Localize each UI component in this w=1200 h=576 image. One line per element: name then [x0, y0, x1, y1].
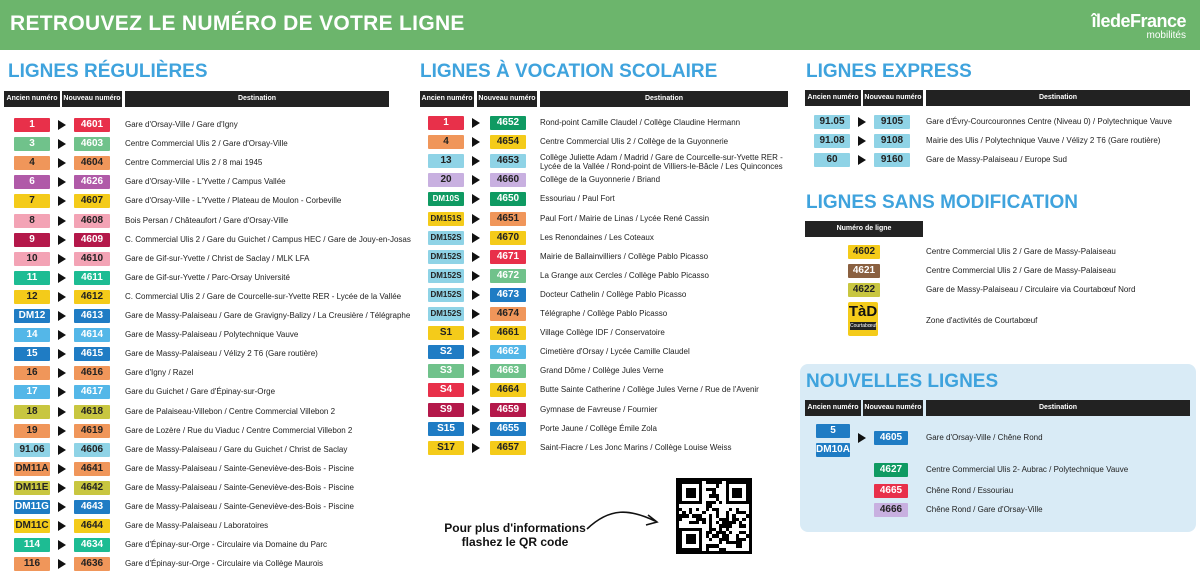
line-badge: 4621 — [848, 264, 880, 278]
line-destination: Centre Commercial Ulis 2 / Collège de la Guyonnerie — [540, 137, 729, 147]
line-destination: Centre Commercial Ulis 2 / Gare d'Orsay-Ville — [125, 139, 288, 149]
old-line-badge: 60 — [814, 153, 850, 167]
line-destination: Gare de Gif-sur-Yvette / Christ de Saclay / MLK LFA — [125, 253, 310, 263]
old-line-badge: DM11C — [15, 520, 49, 532]
old-line-badge: DM11A — [15, 462, 49, 474]
table-row — [0, 364, 800, 383]
table-row — [0, 212, 800, 231]
new-line-badge: 4612 — [74, 290, 110, 304]
new-line-badge: 4651 — [490, 212, 526, 226]
old-line-badge: 1 — [428, 116, 464, 130]
line-destination: Chêne Rond / Gare d'Orsay-Ville — [926, 505, 1043, 514]
line-destination: Bois Persan / Châteaufort / Gare d'Orsay-Ville — [125, 215, 289, 225]
new-line-badge: 4662 — [490, 345, 526, 359]
table-row — [0, 538, 400, 557]
old-line-badge: DM152S — [428, 288, 464, 302]
old-line-badge: 3 — [14, 137, 50, 151]
line-destination: Gare du Guichet / Gare d'Épinay-sur-Orge — [125, 387, 276, 397]
table-row — [0, 153, 1200, 172]
new-line-badge: 4605 — [874, 431, 908, 445]
new-line-badge: 4655 — [490, 422, 526, 436]
line-destination: Gare de Palaiseau-Villebon / Centre Commercial Villebon 2 — [125, 406, 336, 416]
line-destination: Gare d'Orsay-Ville - L'Yvette / Plateau de Moulon - Corbeville — [125, 196, 342, 206]
line-destination: Gare de Massy-Palaiseau / Gare du Guichet / Christ de Saclay — [125, 444, 348, 454]
new-header-new: Nouveau numéro — [863, 400, 923, 416]
old-line-badge: S2 — [428, 345, 464, 359]
table-row — [0, 326, 800, 345]
line-destination: Paul Fort / Mairie de Linas / Lycée René Cassin — [540, 213, 710, 223]
tad-label: TàD — [848, 303, 878, 320]
old-line-badge: DM11E — [15, 481, 49, 493]
line-destination: Essouriau / Paul Fort — [540, 194, 615, 204]
arrow-icon — [58, 521, 66, 531]
new-line-badge: 4615 — [74, 347, 110, 361]
arrow-icon — [472, 405, 480, 415]
old-line-badge: 91.05 — [814, 115, 850, 129]
arrow-icon — [858, 433, 866, 443]
new-line-badge: 4610 — [74, 252, 110, 266]
line-destination: Mairie des Ulis / Polytechnique Vauve / Vélizy 2 T6 (Gare routière) — [926, 136, 1161, 145]
new-line-badge: 4604 — [74, 156, 110, 170]
new-line-badge: 4627 — [874, 463, 908, 477]
new-line-badge: 4665 — [874, 484, 908, 498]
old-line-badge: 4 — [428, 135, 464, 149]
new-line-badge: 4657 — [490, 441, 526, 455]
line-destination: Gare de Lozère / Rue du Viaduc / Centre Commercial Villebon 2 — [125, 425, 353, 435]
new-line-badge: 4659 — [490, 403, 526, 417]
table-row — [0, 173, 800, 192]
new-line-badge: 9108 — [874, 134, 910, 148]
old-line-badge: 16 — [14, 366, 50, 380]
line-destination: Saint-Fiacre / Les Jonc Marins / Collège Louise Weiss — [540, 442, 732, 452]
table-row — [0, 245, 1200, 264]
old-line-badge: 18 — [14, 405, 50, 419]
line-destination: C. Commercial Ulis 2 / Gare du Guichet / Campus HEC / Gare de Jouy-en-Josas — [125, 234, 411, 244]
top-banner — [0, 0, 1200, 50]
line-destination: Gare d'Épinay-sur-Orge - Circulaire via Collège Maurois — [125, 559, 324, 569]
new-line-badge: 4653 — [490, 154, 526, 168]
new-line-badge: 4603 — [74, 137, 110, 151]
new-line-badge: 4641 — [74, 462, 110, 476]
line-destination: Gare de Massy-Palaiseau / Vélizy 2 T6 (Gare routière) — [125, 349, 318, 359]
new-line-badge: 4673 — [490, 288, 526, 302]
old-line-badge: 10 — [14, 252, 50, 266]
new-line-badge: 9105 — [874, 115, 910, 129]
line-destination: Gare de Gif-sur-Yvette / Parc-Orsay Université — [125, 272, 290, 282]
regular-lines-title: LIGNES RÉGULIÈRES — [8, 61, 208, 82]
new-line-badge: 4644 — [74, 519, 110, 533]
arrow-icon — [472, 347, 480, 357]
table-row — [0, 264, 1200, 283]
line-destination: Centre Commercial Ulis 2 / 8 mai 1945 — [125, 158, 263, 168]
old-line-badge: 17 — [14, 385, 50, 399]
line-destination: Collège Juliette Adam / Madrid / Gare de Courcelle-sur-Yvette RER - Lycée de la Vallée / Rond-point de Villiers-le-Bâcle / Les Quinconces — [540, 153, 783, 172]
table-row — [0, 283, 1200, 302]
old-line-badge: 19 — [14, 424, 50, 438]
tad-badge — [848, 302, 878, 336]
new-line-badge: 4672 — [490, 269, 526, 283]
table-row — [0, 307, 800, 326]
old-line-badge: DM152S — [428, 307, 464, 321]
new-line-badge: 4652 — [490, 116, 526, 130]
new-line-badge: 4601 — [74, 118, 110, 132]
line-destination: Gare de Massy-Palaiseau / Laboratoires — [125, 521, 269, 531]
line-destination: Centre Commercial Ulis 2 / Gare de Massy-Palaiseau — [926, 247, 1116, 256]
new-line-badge: 4660 — [490, 173, 526, 187]
arrow-icon — [472, 214, 480, 224]
school-lines-title: LIGNES À VOCATION SCOLAIRE — [420, 61, 718, 82]
arrow-icon — [472, 309, 480, 319]
new-line-badge: 4619 — [74, 424, 110, 438]
arrow-icon — [472, 366, 480, 376]
express-lines-title: LIGNES EXPRESS — [806, 61, 972, 82]
qr-code[interactable] — [676, 478, 752, 554]
old-line-badge: 15 — [14, 347, 50, 361]
table-row — [0, 115, 1200, 134]
new-line-badge: 4608 — [74, 214, 110, 228]
new-line-badge: 9160 — [874, 153, 910, 167]
new-line-badge: 4609 — [74, 233, 110, 247]
line-destination: Gare d'Orsay-Ville / Chêne Rond — [926, 433, 1043, 442]
old-line-badge: S15 — [428, 422, 464, 436]
arrow-icon — [472, 385, 480, 395]
new-line-badge: 4670 — [490, 231, 526, 245]
arrow-icon — [858, 136, 866, 146]
new-line-badge: 4614 — [74, 328, 110, 342]
line-badge: 4602 — [848, 245, 880, 259]
line-destination: Gare d'Épinay-sur-Orge - Circulaire via Domaine du Parc — [125, 540, 328, 550]
regular-header-new: Nouveau numéro — [62, 91, 122, 107]
old-line-badge: 91.08 — [814, 134, 850, 148]
new-line-badge: 4650 — [490, 192, 526, 206]
tad-destination: Zone d'activités de Courtabœuf — [926, 316, 1038, 325]
line-destination: Gare de Massy-Palaiseau / Circulaire via Courtabœuf Nord — [926, 285, 1136, 294]
new-line-badge: 4654 — [490, 135, 526, 149]
regular-header-old: Ancien numéro — [4, 91, 60, 107]
table-row — [0, 345, 800, 364]
line-destination: Centre Commercial Ulis 2- Aubrac / Polytechnique Vauve — [926, 465, 1129, 474]
line-destination: Mairie de Ballainvilliers / Collège Pablo Picasso — [540, 251, 709, 261]
new-line-badge: 4636 — [74, 557, 110, 571]
new-line-badge: 4663 — [490, 364, 526, 378]
page-title: RETROUVEZ LE NUMÉRO DE VOTRE LIGNE — [10, 12, 465, 35]
unchanged-header-num: Numéro de ligne — [805, 221, 923, 237]
arrow-icon — [858, 117, 866, 127]
express-header-old: Ancien numéro — [805, 90, 861, 106]
new-line-badge: 4626 — [74, 175, 110, 189]
arrow-icon — [472, 175, 480, 185]
new-line-badge: 4634 — [74, 538, 110, 552]
new-line-badge: 4674 — [490, 307, 526, 321]
arrow-icon — [858, 155, 866, 165]
old-line-badge: 1 — [14, 118, 50, 132]
line-destination: Gare de Massy-Palaiseau / Polytechnique Vauve — [125, 330, 299, 340]
old-line-badge: 4 — [14, 156, 50, 170]
line-destination: Gare d'Igny / Razel — [125, 368, 194, 378]
old-line-badge: S9 — [428, 403, 464, 417]
line-destination: Gare d'Orsay-Ville / Gare d'Igny — [125, 120, 238, 129]
line-destination: Gare d'Orsay-Ville - L'Yvette / Campus Vallée — [125, 177, 286, 187]
old-line-badge: DM12 — [14, 309, 50, 323]
logo-sub: mobilités — [1146, 30, 1186, 41]
line-destination: La Grange aux Cercles / Collège Pablo Picasso — [540, 270, 709, 280]
old-line-badge: DM11G — [15, 501, 49, 512]
table-row — [0, 463, 1200, 482]
table-row — [0, 484, 1200, 503]
old-line-badge: 116 — [14, 557, 50, 571]
new-line-badge: 4664 — [490, 383, 526, 397]
old-line-badge: S17 — [428, 441, 464, 455]
qr-caption: Pour plus d'informations flashez le QR code — [444, 521, 586, 549]
new-old-badge-dm10a: DM10A — [816, 444, 850, 455]
line-destination: Docteur Cathelin / Collège Pablo Picasso — [540, 289, 687, 299]
old-line-badge: 8 — [14, 214, 50, 228]
arrow-icon — [58, 559, 66, 569]
old-line-badge: 114 — [14, 538, 50, 552]
old-line-badge: DM151S — [428, 212, 464, 226]
new-line-badge: 4613 — [74, 309, 110, 323]
arrow-icon — [472, 328, 480, 338]
old-line-badge: S1 — [428, 326, 464, 340]
line-destination: Grand Dôme / Collège Jules Verne — [540, 366, 664, 376]
new-line-badge: 4671 — [490, 250, 526, 264]
arrow-icon — [472, 194, 480, 204]
school-header-old: Ancien numéro — [420, 91, 474, 107]
line-destination: Gare d'Évry-Courcouronnes Centre (Niveau 0) / Polytechnique Vauve — [926, 117, 1172, 126]
old-line-badge: S4 — [428, 383, 464, 397]
line-destination: Centre Commercial Ulis 2 / Gare de Massy-Palaiseau — [926, 266, 1116, 275]
new-line-badge: 4666 — [874, 503, 908, 517]
line-badge: 4622 — [848, 283, 880, 297]
table-row — [0, 431, 1200, 450]
line-destination: Butte Sainte Catherine / Collège Jules Verne / Rue de l'Avenir — [540, 385, 759, 395]
line-destination: Cimetière d'Orsay / Lycée Camille Claudel — [540, 347, 690, 357]
table-row — [0, 557, 400, 576]
idf-mobilites-logo — [1091, 12, 1186, 41]
old-line-badge: 13 — [428, 154, 464, 168]
table-row — [0, 403, 800, 422]
old-line-badge: 14 — [14, 328, 50, 342]
old-line-badge: S3 — [428, 364, 464, 378]
line-destination: Télégraphe / Collège Pablo Picasso — [540, 309, 668, 318]
line-destination: Rond-point Camille Claudel / Collège Claudine Hermann — [540, 118, 741, 127]
old-line-badge: DM152S — [428, 231, 464, 245]
arrow-icon — [58, 540, 66, 550]
line-destination: Gare de Massy-Palaiseau / Sainte-Geneviève-des-Bois - Piscine — [125, 482, 354, 492]
new-line-badge: 4618 — [74, 405, 110, 419]
new-old-badge-5: 5 — [816, 424, 850, 438]
arrow-icon — [472, 233, 480, 243]
line-destination: Porte Jaune / Collège Émile Zola — [540, 423, 657, 433]
old-line-badge: DM10S — [428, 192, 464, 206]
regular-header-dest: Destination — [125, 91, 389, 107]
line-destination: Gare de Massy-Palaiseau / Europe Sud — [926, 155, 1067, 164]
new-header-dest: Destination — [926, 400, 1190, 416]
new-line-badge: 4661 — [490, 326, 526, 340]
old-line-badge: 9 — [14, 233, 50, 247]
new-line-badge: 4607 — [74, 194, 110, 208]
new-line-badge: 4643 — [74, 500, 110, 514]
old-line-badge: 91.06 — [14, 443, 50, 457]
line-destination: Gymnase de Favreuse / Fournier — [540, 404, 658, 414]
line-destination: Collège de la Guyonnerie / Briand — [540, 175, 661, 185]
new-line-badge: 4617 — [74, 385, 110, 399]
old-line-badge: 11 — [14, 271, 50, 285]
old-line-badge: DM152S — [428, 269, 464, 283]
new-lines-title: NOUVELLES LIGNES — [806, 371, 999, 392]
old-line-badge: 20 — [428, 173, 464, 187]
line-destination: Les Renondaines / Les Coteaux — [540, 232, 654, 242]
unchanged-lines-title: LIGNES SANS MODIFICATION — [806, 192, 1078, 213]
express-header-new: Nouveau numéro — [863, 90, 923, 106]
new-line-badge: 4616 — [74, 366, 110, 380]
logo-main: îledeFrance — [1091, 11, 1186, 31]
new-line-badge: 4606 — [74, 443, 110, 457]
tad-sub: Courtabœuf — [850, 323, 877, 329]
line-destination: Gare de Massy-Palaiseau / Sainte-Geneviève-des-Bois - Piscine — [125, 502, 354, 511]
old-line-badge: 12 — [14, 290, 50, 304]
curved-arrow-icon — [585, 505, 665, 535]
old-line-badge: DM152S — [428, 250, 464, 264]
old-line-badge: 7 — [14, 194, 50, 208]
line-destination: Gare de Massy-Palaiseau / Gare de Gravigny-Balizy / La Creusière / Télégraphe — [125, 311, 411, 320]
table-row — [0, 383, 800, 402]
table-row — [0, 192, 800, 211]
express-header-dest: Destination — [926, 90, 1190, 106]
new-line-badge: 4642 — [74, 481, 110, 495]
line-destination: Gare de Massy-Palaiseau / Sainte-Geneviève-des-Bois - Piscine — [125, 463, 354, 473]
old-line-badge: 6 — [14, 175, 50, 189]
new-line-badge: 4611 — [74, 271, 110, 285]
line-destination: C. Commercial Ulis 2 / Gare de Courcelle-sur-Yvette RER - Lycée de la Vallée — [125, 291, 402, 301]
line-destination: Chêne Rond / Essouriau — [926, 486, 1014, 495]
new-header-old: Ancien numéro — [805, 400, 861, 416]
school-header-dest: Destination — [540, 91, 788, 107]
school-header-new: Nouveau numéro — [477, 91, 537, 107]
line-destination: Village Collège IDF / Conservatoire — [540, 328, 665, 338]
table-row — [0, 134, 1200, 153]
